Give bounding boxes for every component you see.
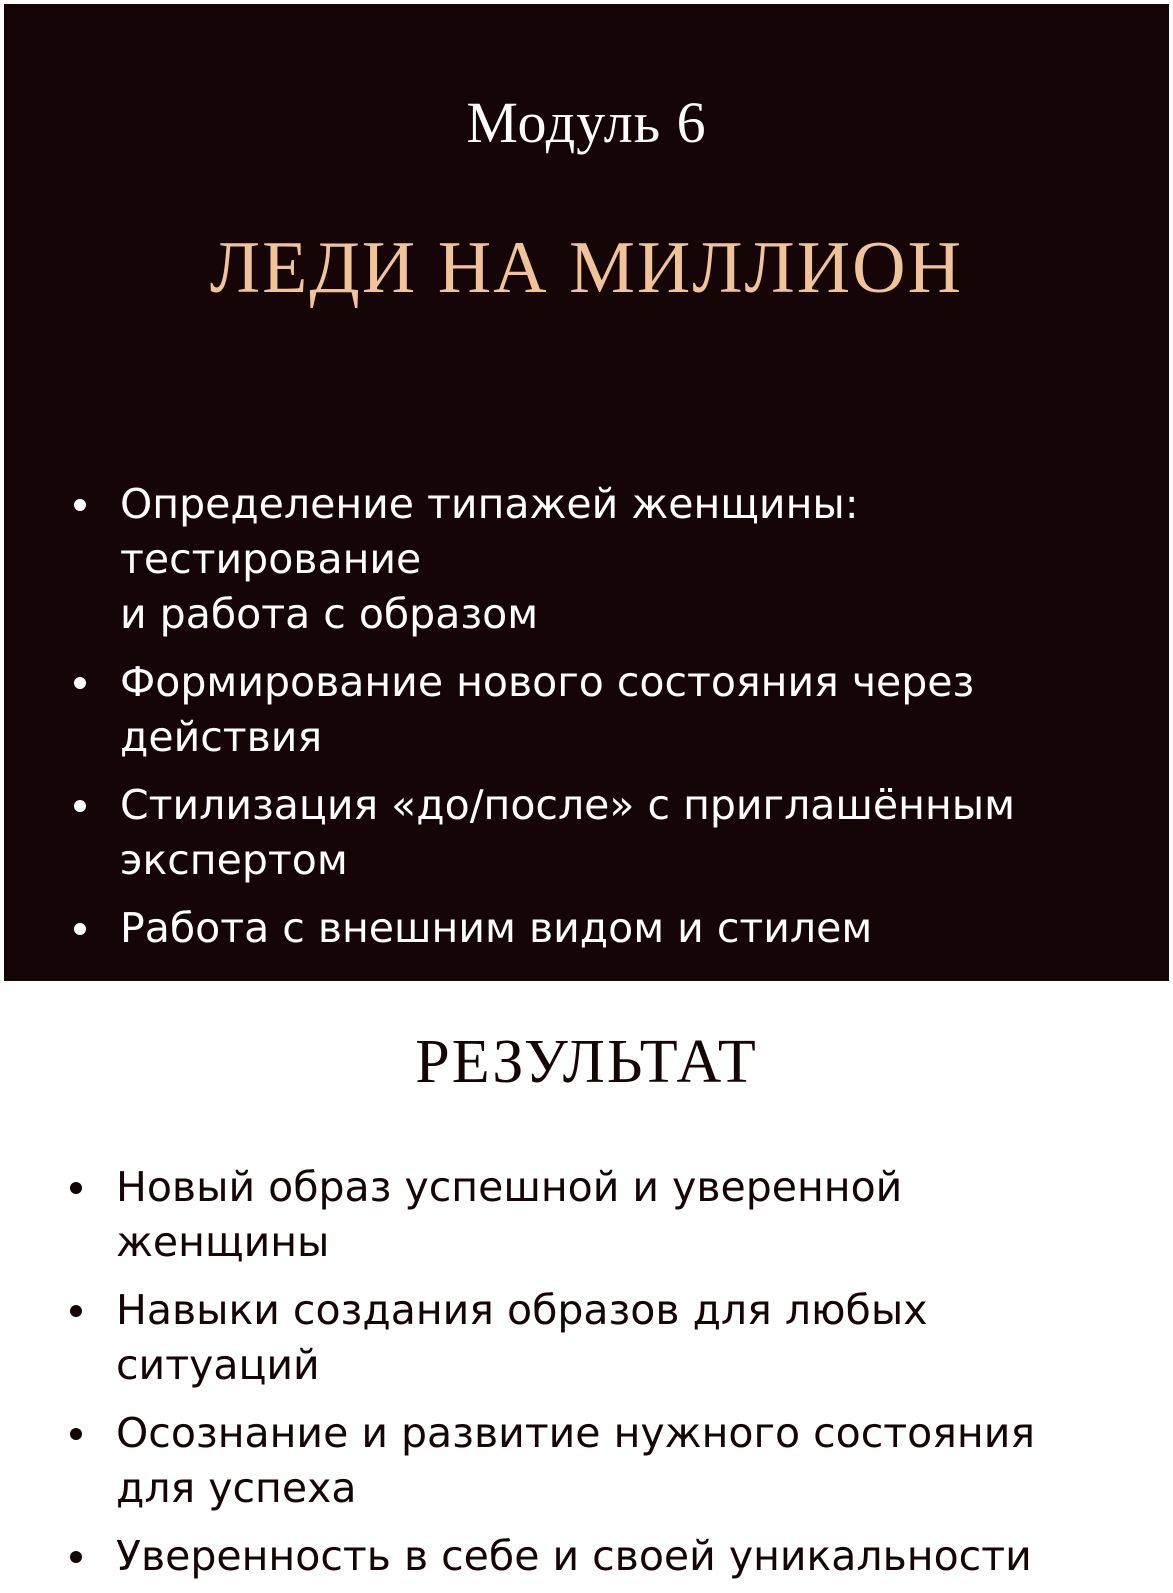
list-item: [74, 655, 1104, 765]
bullet-icon: [74, 800, 86, 812]
bullet-icon: [70, 1305, 82, 1317]
list-item-line: для успеха: [116, 1464, 357, 1512]
list-item: [74, 901, 1104, 956]
result-title: РЕЗУЛЬТАТ: [415, 1028, 758, 1096]
list-item-line: Уверенность в себе и своей уникальности: [116, 1532, 1032, 1580]
module-label: Модуль 6: [466, 90, 707, 155]
result-list: [70, 1160, 1100, 1593]
bullet-icon: [74, 923, 86, 935]
bullet-icon: [70, 1182, 82, 1194]
list-item-line: Работа с внешним видом и стилем: [120, 904, 873, 952]
module-topics-list: [74, 477, 1104, 969]
bullet-icon: [70, 1551, 82, 1563]
module-title: ЛЕДИ НА МИЛЛИОН: [209, 227, 964, 309]
list-item: [70, 1406, 1100, 1516]
list-item-line: и работа с образом: [120, 590, 539, 638]
module-panel: [4, 4, 1169, 981]
list-item-line: Формирование нового состояния через действия: [120, 658, 975, 761]
list-item: [70, 1160, 1100, 1270]
list-item-line: Осознание и развитие нужного состояния: [116, 1409, 1036, 1457]
list-item-line: Определение типажей женщины: тестирование: [120, 480, 859, 583]
list-item: [70, 1529, 1100, 1584]
list-item-line: экспертом: [120, 836, 348, 884]
bullet-icon: [74, 499, 86, 511]
bullet-icon: [74, 677, 86, 689]
list-item: [74, 778, 1104, 888]
list-item: [70, 1283, 1100, 1393]
bullet-icon: [70, 1428, 82, 1440]
list-item: [74, 477, 1104, 642]
list-item-line: Навыки создания образов для любых ситуаций: [116, 1286, 928, 1389]
list-item-line: Стилизация «до/после» с приглашённым: [120, 781, 1016, 829]
list-item-line: Новый образ успешной и уверенной женщины: [116, 1163, 903, 1266]
